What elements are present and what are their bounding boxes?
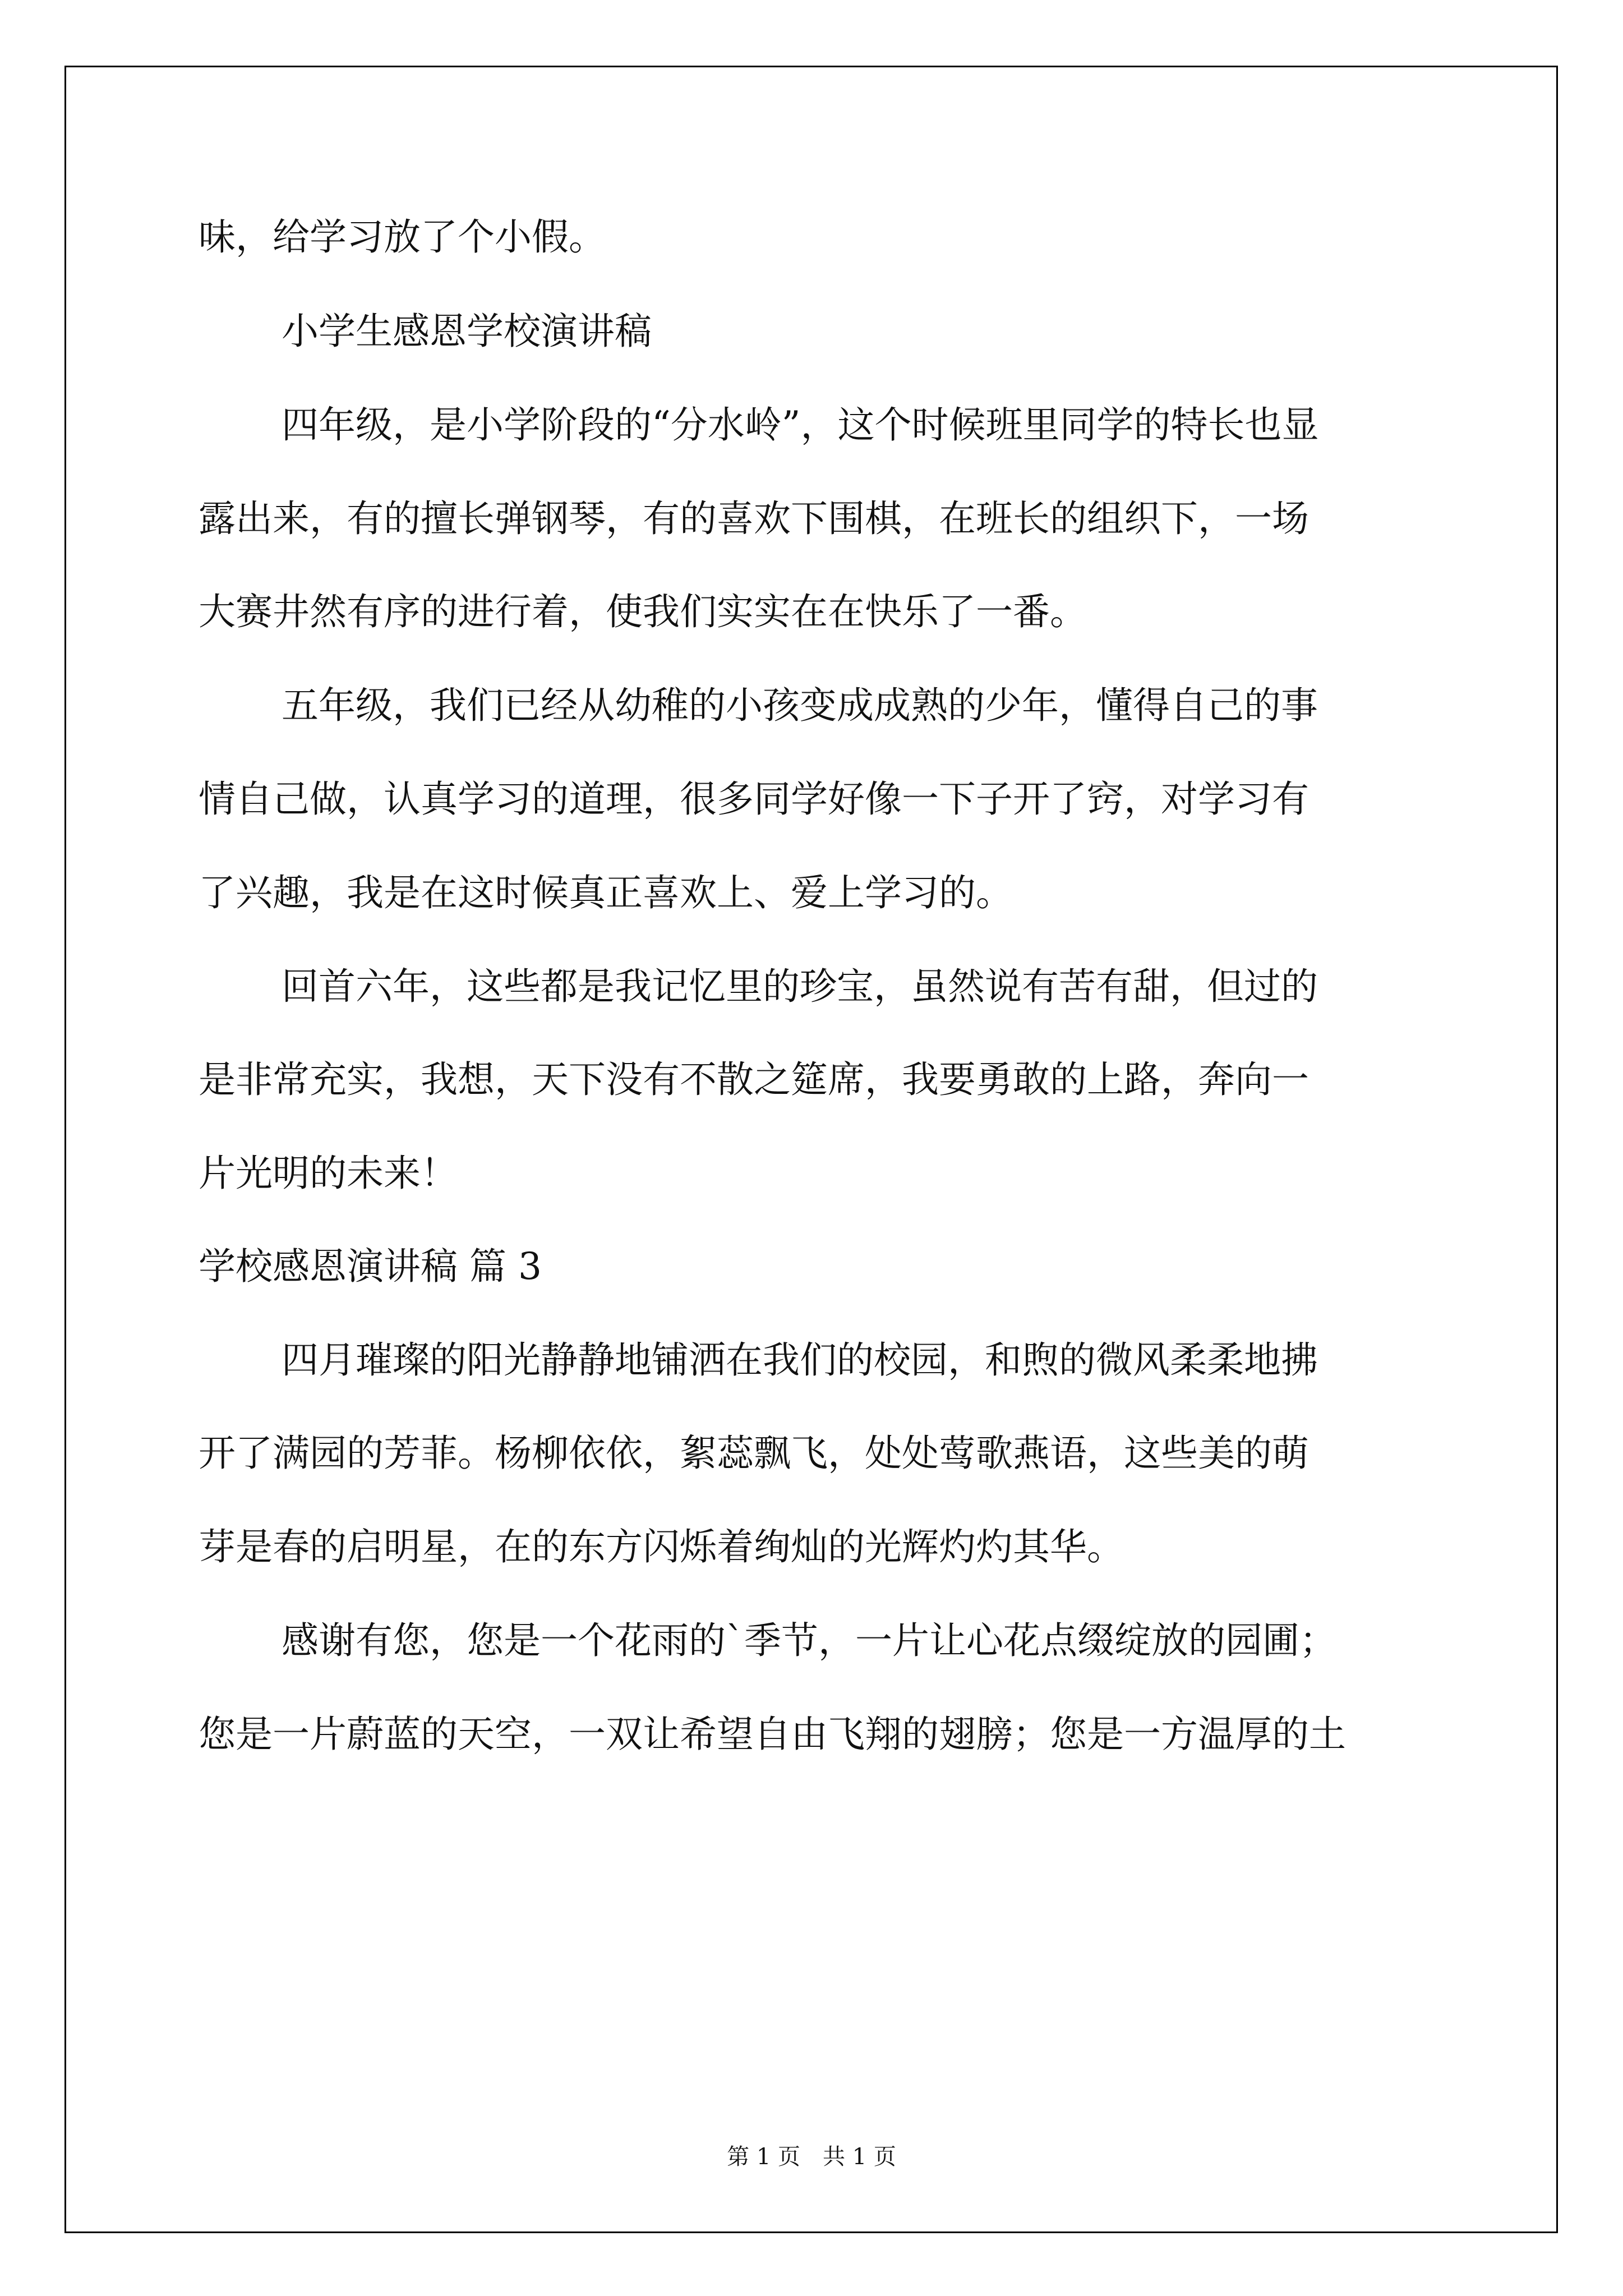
text-line-15: 芽是春的启明星，在的东方闪烁着绚灿的光辉灼灼其华。 <box>199 1525 1124 1568</box>
text-line-5: 大赛井然有序的进行着，使我们实实在在快乐了一番。 <box>199 590 1087 633</box>
section-heading-part-3: 学校感恩演讲稿 篇 3 <box>199 1245 542 1288</box>
text-line-13: 四月璀璨的阳光静静地铺洒在我们的校园，和煦的微风柔柔地拂 <box>282 1338 1318 1382</box>
text-line-4: 露出来，有的擅长弹钢琴，有的喜欢下围棋，在班长的组织下，一场 <box>199 497 1309 540</box>
text-line-9: 回首六年，这些都是我记忆里的珍宝，虽然说有苦有甜，但过的 <box>282 965 1318 1008</box>
text-line-17: 您是一片蔚蓝的天空，一双让希望自由飞翔的翅膀；您是一方温厚的土 <box>199 1713 1346 1756</box>
text-line-11: 片光明的未来！ <box>199 1152 458 1195</box>
text-line-16: 感谢有您，您是一个花雨的`季节，一片让心花点缀绽放的园圃； <box>282 1619 1336 1662</box>
section-heading-speech: 小学生感恩学校演讲稿 <box>282 310 652 353</box>
text-line-7: 情自己做，认真学习的道理，很多同学好像一下子开了窍，对学习有 <box>199 777 1309 821</box>
text-line-14: 开了满园的芳菲。杨柳依依，絮蕊飘飞，处处莺歌燕语，这些美的萌 <box>199 1432 1309 1475</box>
text-line-10: 是非常充实，我想，天下没有不散之筵席，我要勇敢的上路，奔向一 <box>199 1058 1309 1101</box>
text-line-3: 四年级，是小学阶段的“分水岭”，这个时候班里同学的特长也显 <box>282 403 1319 447</box>
text-line-6: 五年级，我们已经从幼稚的小孩变成成熟的少年，懂得自己的事 <box>282 684 1318 727</box>
text-line-1: 味，给学习放了个小假。 <box>199 215 606 259</box>
text-line-8: 了兴趣，我是在这时候真正喜欢上、爱上学习的。 <box>199 871 1013 914</box>
page-footer: 第 1 页 共 1 页 <box>727 2144 896 2170</box>
